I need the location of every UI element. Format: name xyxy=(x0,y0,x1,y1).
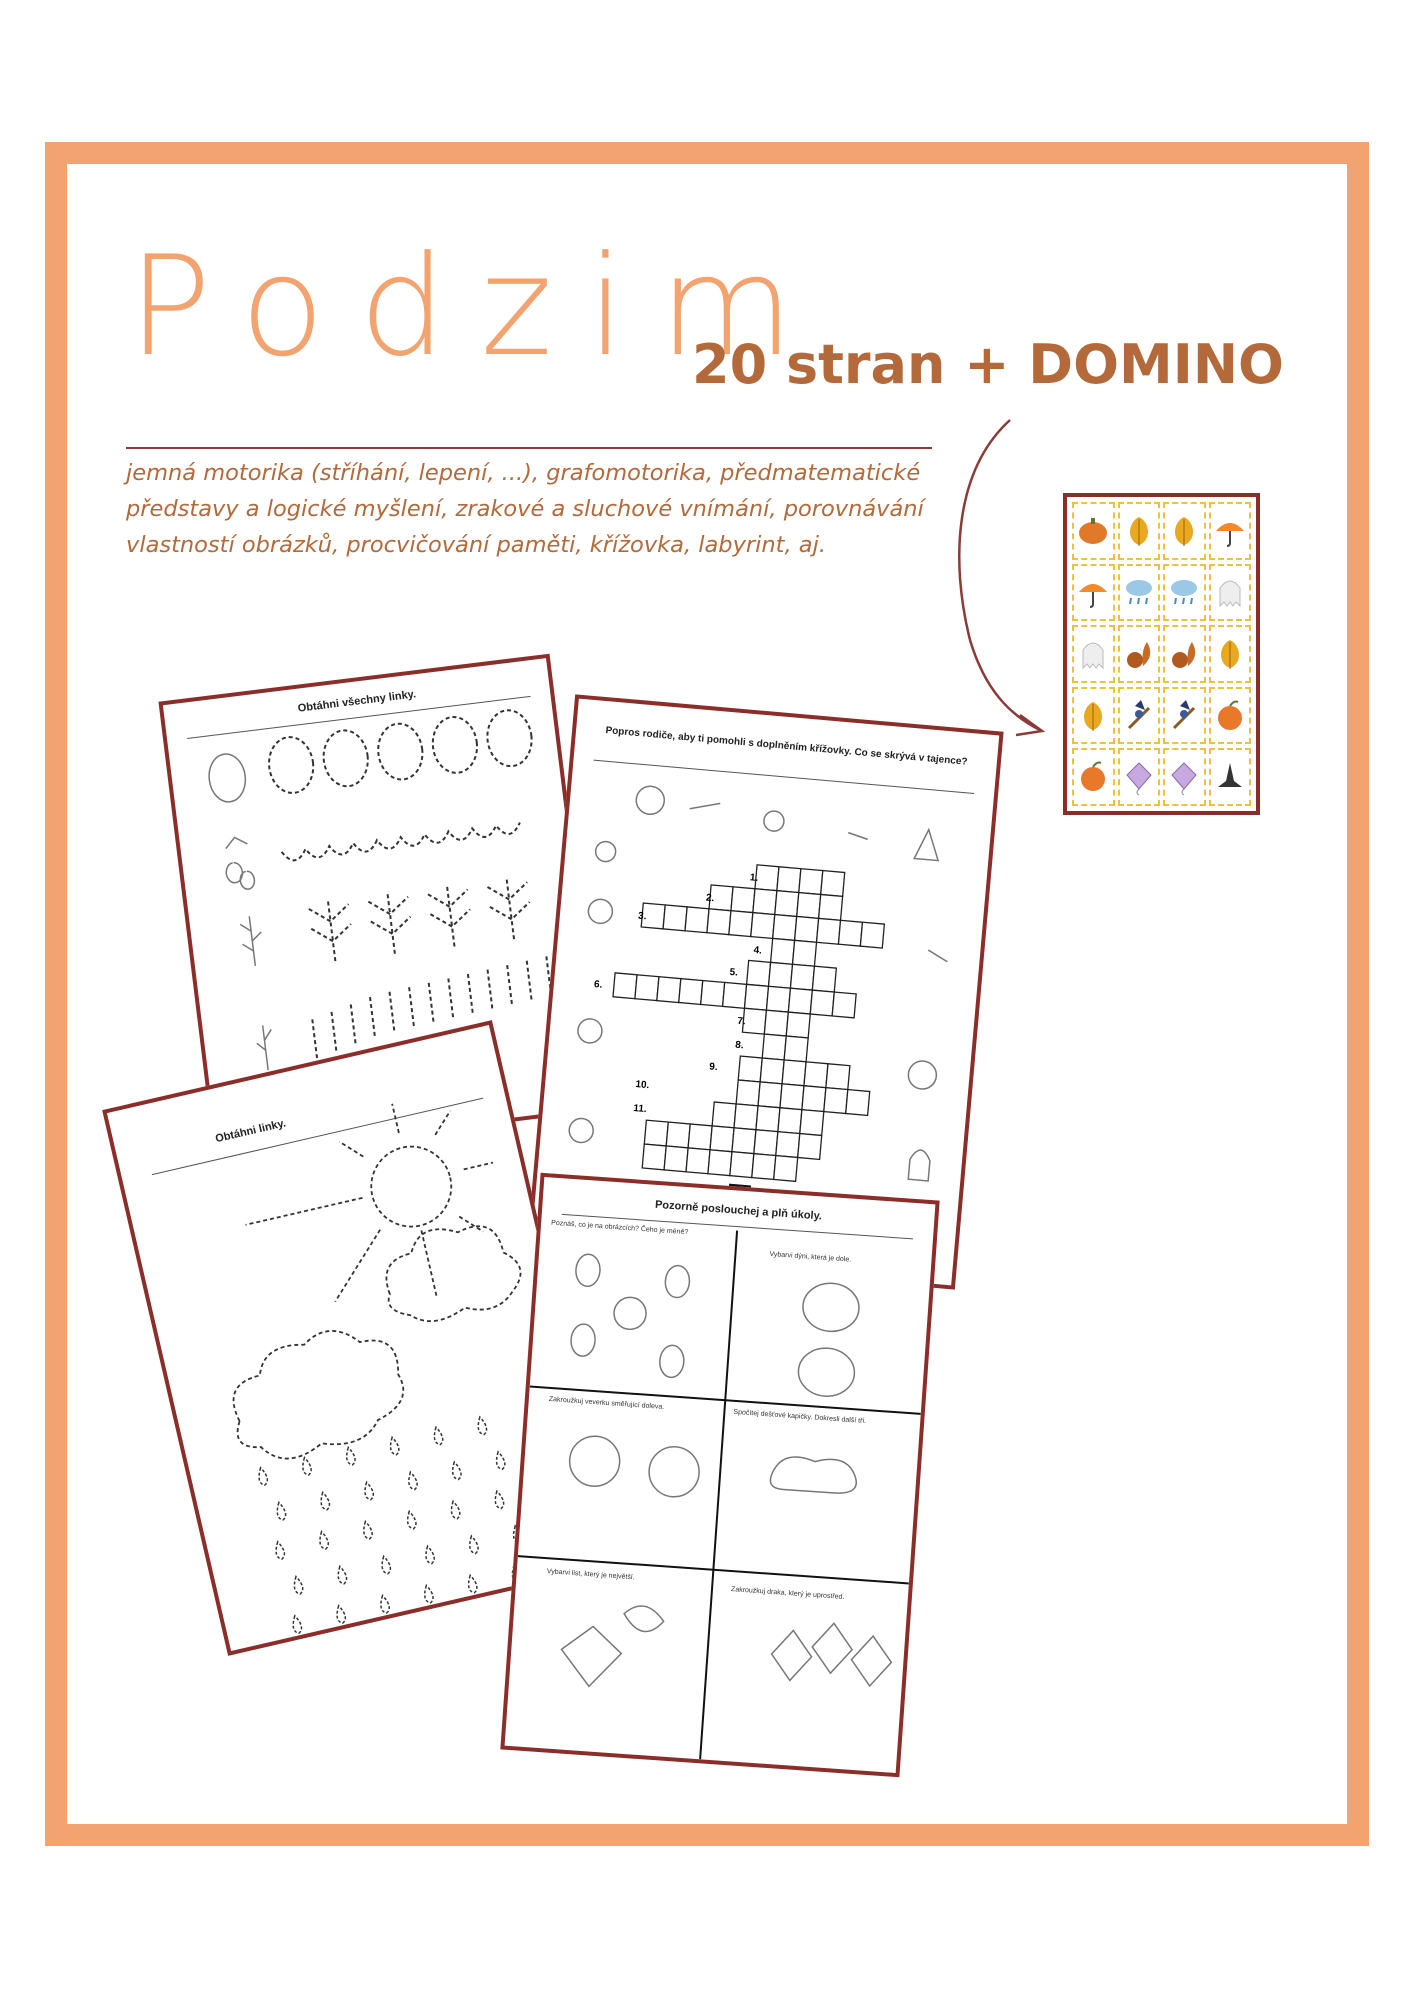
tasks-grid-illustration xyxy=(505,1177,936,1773)
description: jemná motorika (stříhání, lepení, ...), grafomotorika, předmatematické představy a logické myšlení, zrakové a sluchové vnímání, porovnávání vlastností obrázků, procvičování paměti, křížovka, labyrint, aj. xyxy=(126,460,924,558)
witch-icon xyxy=(1166,698,1202,734)
crossword-cell xyxy=(738,1056,762,1082)
domino-tile xyxy=(1209,625,1252,683)
crossword-cell xyxy=(729,911,753,937)
sheet-title: Popros rodiče, aby ti pomohli s doplněním křížovky. Co se skrývá v tajence? xyxy=(605,725,968,768)
leaf-icon xyxy=(1166,513,1202,549)
ghost-icon xyxy=(1212,574,1248,610)
domino-tile xyxy=(1072,687,1115,745)
crossword-cell xyxy=(778,1108,802,1134)
witch-icon xyxy=(1121,698,1157,734)
crossword-cell xyxy=(804,1062,828,1088)
crossword-cell xyxy=(664,1146,688,1172)
task-label-3: Zakroužkuj veverku směřující doleva. xyxy=(548,1395,665,1411)
crossword-number: 1. xyxy=(749,872,759,884)
leaf-icon xyxy=(1212,636,1248,672)
raindrop xyxy=(494,1451,506,1470)
crossword-cell xyxy=(701,981,725,1007)
domino-tile xyxy=(1209,502,1252,560)
raindrop xyxy=(405,1510,417,1529)
raindrop xyxy=(450,1461,462,1480)
crossword-cell xyxy=(752,1154,776,1180)
raindrop xyxy=(449,1500,461,1519)
crossword-cell xyxy=(686,1148,710,1174)
crossword-cell xyxy=(613,973,637,999)
apple-icon xyxy=(1212,698,1248,734)
domino-tile xyxy=(1072,625,1115,683)
raindrop xyxy=(388,1436,400,1455)
crossword-cell xyxy=(688,1124,712,1150)
raindrop xyxy=(380,1555,392,1574)
crossword-cell xyxy=(771,938,795,964)
crossword-cell xyxy=(756,1106,780,1132)
kite-icon xyxy=(1166,759,1202,795)
crossword-cell xyxy=(747,960,771,986)
crossword-number: 3. xyxy=(637,910,647,923)
raindrop xyxy=(344,1447,356,1466)
domino-tile xyxy=(1118,625,1161,683)
raindrop xyxy=(407,1471,419,1490)
crossword-cell xyxy=(782,1060,806,1086)
raindrop xyxy=(493,1490,505,1509)
crossword-number: 8. xyxy=(734,1039,745,1052)
task-label-5: Vybarvi list, který je největší. xyxy=(546,1568,635,1582)
page-title: Podzim xyxy=(128,226,828,387)
crossword-cell xyxy=(819,894,843,920)
crossword-cell xyxy=(812,966,836,992)
kite-icon xyxy=(1121,759,1157,795)
domino-tile xyxy=(1163,687,1206,745)
crossword-number: 5. xyxy=(729,966,739,979)
crossword-cell xyxy=(753,889,777,915)
crossword-cell xyxy=(731,887,755,913)
ghost-icon xyxy=(1075,636,1111,672)
crossword-cell xyxy=(769,962,793,988)
crossword-cell xyxy=(780,1084,804,1110)
raindrop xyxy=(335,1605,347,1624)
crossword-cell xyxy=(734,1104,758,1130)
sheet-title: Pozorně poslouchej a plň úkoly. xyxy=(654,1198,823,1223)
raindrop xyxy=(424,1545,436,1564)
task-label-6: Zakroužkuj draka, který je uprostřed. xyxy=(730,1586,845,1601)
crossword-cell xyxy=(657,977,681,1003)
worksheet-listening xyxy=(500,1173,939,1777)
crossword-cell xyxy=(755,865,779,891)
pumpkin-icon xyxy=(1075,513,1111,549)
raindrop xyxy=(319,1491,331,1510)
crossword-cell xyxy=(679,979,703,1005)
crossword-cell xyxy=(635,975,659,1001)
crossword-cell xyxy=(777,867,801,893)
raindrop xyxy=(466,1574,478,1593)
crossword-number: 4. xyxy=(753,944,763,957)
crossword-cell xyxy=(776,1132,800,1158)
crossword-cell xyxy=(784,1036,808,1062)
crossword-cell xyxy=(810,990,834,1016)
sheet-title: Obtáhni linky. xyxy=(214,1117,288,1146)
crossword-cell xyxy=(758,1082,782,1108)
crossword-cell xyxy=(644,1120,668,1146)
domino-tile xyxy=(1072,748,1115,806)
crossword-cell xyxy=(666,1122,690,1148)
crossword-cell xyxy=(821,871,845,897)
crossword-cell xyxy=(802,1086,826,1112)
crossword-cell xyxy=(775,891,799,917)
crossword-cell xyxy=(712,1102,736,1128)
crossword-cell xyxy=(846,1090,870,1116)
crossword-cell xyxy=(742,1008,766,1034)
crossword-number: 6. xyxy=(593,979,603,991)
crossword-cell xyxy=(826,1064,850,1090)
crossword-number: 7. xyxy=(736,1015,747,1028)
crossword-cell xyxy=(723,982,747,1008)
domino-tile xyxy=(1163,564,1206,622)
domino-tile xyxy=(1118,687,1161,745)
crossword-cell xyxy=(708,1150,732,1176)
domino-tile xyxy=(1072,502,1115,560)
crossword-cell xyxy=(832,992,856,1018)
raindrop xyxy=(432,1426,444,1445)
domino-tile xyxy=(1163,502,1206,560)
domino-tile xyxy=(1118,748,1161,806)
task-label-4: Spočítej dešťové kapičky. Dokresli další tři. xyxy=(733,1408,867,1426)
crossword-cell xyxy=(760,1058,784,1084)
crossword-cell xyxy=(745,984,769,1010)
rain-cloud-icon xyxy=(1121,574,1157,610)
raindrop xyxy=(336,1565,348,1584)
crossword-cell xyxy=(817,918,841,944)
raindrop xyxy=(274,1541,286,1560)
crossword-number: 2. xyxy=(705,892,715,905)
raindrop xyxy=(291,1615,303,1634)
crossword-cell xyxy=(824,1088,848,1114)
leaf-icon xyxy=(1121,513,1157,549)
crossword-cell xyxy=(793,940,817,966)
crossword-cell xyxy=(797,893,821,919)
domino-tile xyxy=(1209,687,1252,745)
crossword-cell xyxy=(736,1080,760,1106)
domino-tile xyxy=(1209,564,1252,622)
crossword-cell xyxy=(730,1152,754,1178)
crossword-cell xyxy=(766,986,790,1012)
task-label-2: Vybarvi dýni, která je dole. xyxy=(769,1250,852,1264)
crossword-cell xyxy=(754,1130,778,1156)
domino-tile xyxy=(1072,564,1115,622)
crossword-cell xyxy=(799,869,823,895)
crossword-cell xyxy=(732,1128,756,1154)
squirrel-icon xyxy=(1121,636,1157,672)
raindrop xyxy=(363,1481,375,1500)
raindrop xyxy=(301,1457,313,1476)
crossword-cell xyxy=(685,907,709,933)
hat-icon xyxy=(1212,759,1248,795)
crossword-cell xyxy=(764,1010,788,1036)
crossword-cell xyxy=(795,916,819,942)
raindrop xyxy=(318,1531,330,1550)
crossword-number: 10. xyxy=(634,1079,650,1092)
domino-tile xyxy=(1163,625,1206,683)
apple-icon xyxy=(1075,759,1111,795)
rain-cloud-icon xyxy=(1166,574,1202,610)
raindrop xyxy=(257,1467,269,1486)
crossword-cell xyxy=(800,1110,824,1136)
crossword-number: 11. xyxy=(632,1102,648,1116)
leaf-icon xyxy=(1075,698,1111,734)
crossword-cell xyxy=(663,905,687,931)
domino-tile xyxy=(1118,564,1161,622)
umbrella-icon xyxy=(1212,513,1248,549)
domino-tile xyxy=(1118,502,1161,560)
domino-card xyxy=(1063,493,1260,815)
crossword-cell xyxy=(860,922,884,948)
crossword-cell xyxy=(710,1126,734,1152)
domino-tile xyxy=(1163,748,1206,806)
crossword-cell xyxy=(786,1012,810,1038)
raindrop xyxy=(379,1595,391,1614)
umbrella-icon xyxy=(1075,574,1111,610)
raindrop xyxy=(292,1576,304,1595)
squirrel-icon xyxy=(1166,636,1202,672)
crossword-cell xyxy=(642,1144,666,1170)
crossword-cell xyxy=(773,915,797,941)
crossword-cell xyxy=(798,1134,822,1160)
raindrop xyxy=(422,1585,434,1604)
crossword-cell xyxy=(838,920,862,946)
raindrop xyxy=(362,1521,374,1540)
task-label-1: Poznáš, co je na obrázcích? Čeho je méně? xyxy=(550,1219,689,1237)
page-subtitle: 20 stran + DOMINO xyxy=(692,333,1284,396)
crossword-cell xyxy=(774,1156,798,1182)
raindrop xyxy=(476,1416,488,1435)
crossword-cell xyxy=(790,964,814,990)
sheet-title: Obtáhni všechny linky. xyxy=(297,688,417,715)
raindrop xyxy=(468,1535,480,1554)
domino-tile xyxy=(1209,748,1252,806)
crossword-cell xyxy=(707,909,731,935)
crossword-cell xyxy=(788,988,812,1014)
crossword-number: 9. xyxy=(708,1061,719,1074)
crossword-cell xyxy=(751,913,775,939)
raindrop xyxy=(275,1502,287,1521)
crossword-cell xyxy=(762,1034,786,1060)
